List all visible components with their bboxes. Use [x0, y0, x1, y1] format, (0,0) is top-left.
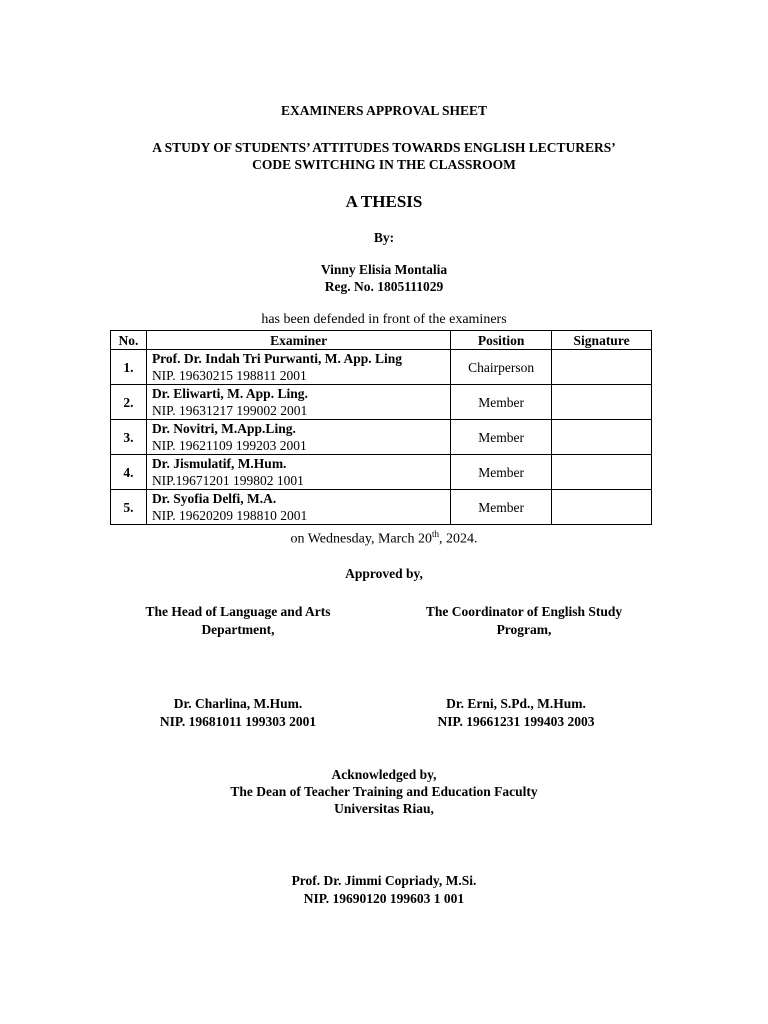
- table-row: [111, 350, 652, 385]
- table-header-row: [111, 331, 652, 350]
- acknowledged-by-label: Acknowledged by,: [331, 767, 437, 782]
- defense-date-main: on Wednesday, March 20: [290, 531, 433, 547]
- document-type: A THESIS: [345, 192, 423, 211]
- examiner-cell: [146, 385, 450, 420]
- examiner-nip: NIP. 19631217 199002 2001: [151, 403, 308, 418]
- table-row: [111, 455, 652, 490]
- right-signatory: [386, 695, 646, 731]
- examiner-position: Member: [451, 490, 552, 525]
- header-position: Position: [451, 331, 552, 350]
- row-number: 4.: [111, 455, 147, 490]
- signature-cell: [552, 420, 652, 455]
- left-signatory-title: [108, 603, 368, 639]
- right-signatory-nip: NIP. 19661231 199403 2003: [437, 714, 595, 729]
- examiner-position: Member: [451, 455, 552, 490]
- examiner-cell: [146, 455, 450, 490]
- left-title-line-1: The Head of Language and Arts: [145, 604, 331, 619]
- signature-cell: [552, 455, 652, 490]
- examiner-name: Dr. Syofia Delfi, M.A.: [151, 491, 277, 506]
- defense-date-year: , 2024.: [439, 531, 478, 547]
- left-title-line-2: Department,: [201, 622, 275, 637]
- row-number: 5.: [111, 490, 147, 525]
- right-signatory-name: Dr. Erni, S.Pd., M.Hum.: [446, 696, 586, 711]
- right-title-line-1: The Coordinator of English Study: [425, 604, 623, 619]
- thesis-title-line-2: CODE SWITCHING IN THE CLASSROOM: [252, 157, 516, 172]
- examiner-cell: [146, 420, 450, 455]
- left-signatory-nip: NIP. 19681011 199303 2001: [159, 714, 317, 729]
- examiner-cell: [146, 350, 450, 385]
- defended-text: has been defended in front of the examiners: [261, 312, 507, 327]
- examiner-name: Dr. Eliwarti, M. App. Ling.: [151, 386, 308, 401]
- row-number: 3.: [111, 420, 147, 455]
- right-signatory-title: [394, 603, 654, 639]
- examiner-nip: NIP. 19630215 198811 2001: [151, 368, 307, 383]
- table-row: [111, 490, 652, 525]
- right-title-line-2: Program,: [496, 622, 552, 637]
- header-no: No.: [111, 331, 147, 350]
- author-name: Vinny Elisia Montalia: [320, 262, 448, 277]
- thesis-title-line-1: A STUDY OF STUDENTS’ ATTITUDES TOWARDS ENGLISH LECTURERS’: [152, 140, 616, 155]
- examiner-name: Dr. Jismulatif, M.Hum.: [151, 456, 287, 471]
- examiner-nip: NIP.19671201 199802 1001: [151, 473, 304, 488]
- dean-title-line-1: The Dean of Teacher Training and Education Faculty: [230, 784, 538, 799]
- examiner-position: Chairperson: [451, 350, 552, 385]
- by-label: By:: [373, 230, 395, 245]
- examiner-position: Member: [451, 385, 552, 420]
- examiner-cell: [146, 490, 450, 525]
- examiner-position: Member: [451, 420, 552, 455]
- signature-cell: [552, 385, 652, 420]
- author-reg-number: Reg. No. 1805111029: [324, 279, 444, 294]
- table-row: [111, 385, 652, 420]
- row-number: 2.: [111, 385, 147, 420]
- approved-by-label: Approved by,: [345, 566, 423, 581]
- defense-date: [0, 529, 768, 548]
- signature-cell: [552, 350, 652, 385]
- header-signature: Signature: [552, 331, 652, 350]
- defense-date-suffix: th: [432, 529, 440, 539]
- table-row: [111, 420, 652, 455]
- signature-cell: [552, 490, 652, 525]
- examiner-name: Prof. Dr. Indah Tri Purwanti, M. App. Ling: [151, 351, 402, 366]
- left-signatory-name: Dr. Charlina, M.Hum.: [173, 696, 303, 711]
- examiner-nip: NIP. 19621109 199203 2001: [151, 438, 307, 453]
- examiner-nip: NIP. 19620209 198810 2001: [151, 508, 308, 523]
- header-examiner: Examiner: [146, 331, 450, 350]
- left-signatory: [108, 695, 368, 731]
- dean-nip: NIP. 19690120 199603 1 001: [303, 891, 465, 906]
- dean-title-line-2: Universitas Riau,: [334, 801, 434, 816]
- sheet-heading: EXAMINERS APPROVAL SHEET: [280, 103, 488, 118]
- dean-name: Prof. Dr. Jimmi Copriady, M.Si.: [291, 873, 477, 888]
- examiners-table: [110, 330, 652, 525]
- examiner-name: Dr. Novitri, M.App.Ling.: [151, 421, 296, 436]
- row-number: 1.: [111, 350, 147, 385]
